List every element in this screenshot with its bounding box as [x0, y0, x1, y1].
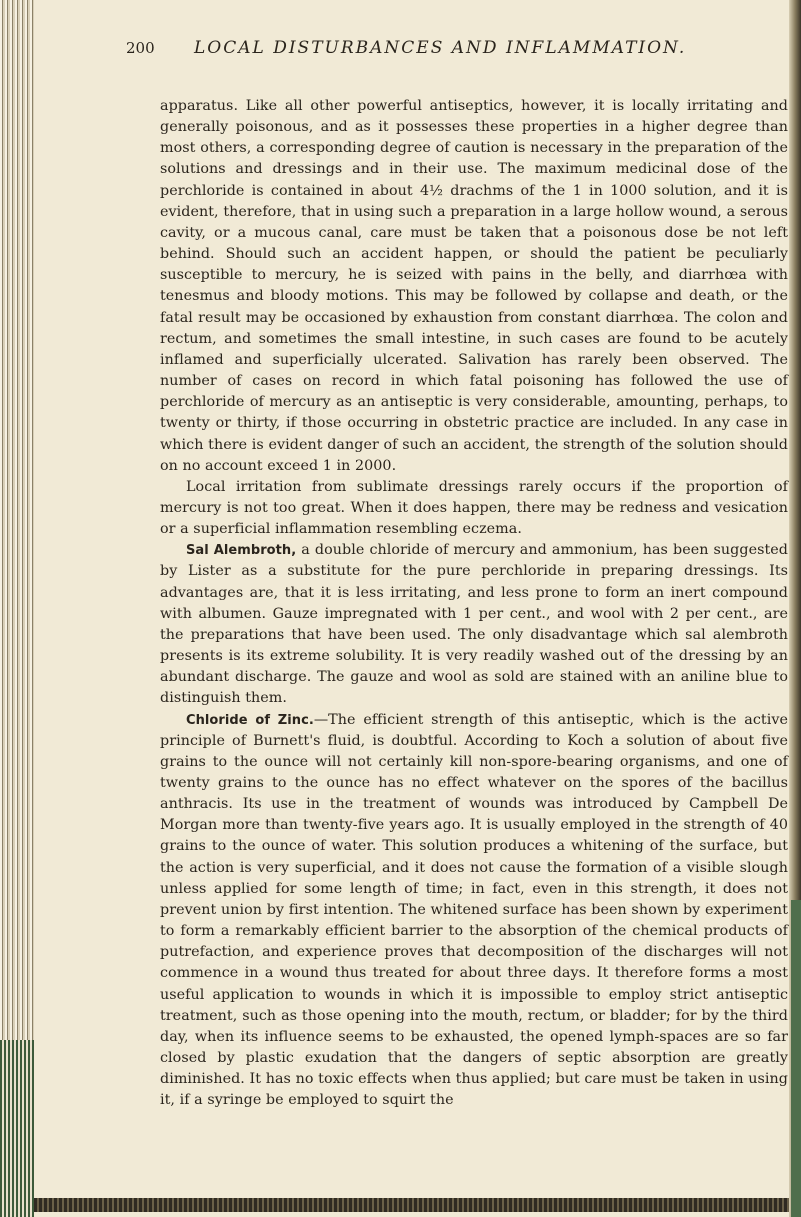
book-page [126, 38, 788, 1112]
paragraph-1 [160, 96, 788, 477]
paragraph-3 [160, 540, 788, 709]
page-header [126, 38, 788, 62]
paragraph-1-text: apparatus. Like all other powerful antiseptics, however, it is locally irritating and generally poisonous, and as it possesses these properties in a higher degree than most others, a corresponding degree of caution is necessary in the preparation of the solutions and dressings and in their use. The maximum medicinal dose of the perchloride is contained in about 4½ drachms of the 1 in 1000 solution, and it is evident, therefore, that in using such a preparation in a large hollow wound, a serous cavity, or a mucous canal, care must be taken that a poisonous dose be not left behind. Should such an accident happen, or should the patient be peculiarly susceptible to mercury, he is seized with pains in the belly, and diarrhœa with tenesmus and bloody motions. This may be followed by collapse and death, or the fatal result may be occasioned by exhaustion from constant diarrhœa. The colon and rectum, and sometimes the small intestine, in such cases are found to be acutely inflamed and superficially ulcerated. Salivation has rarely been observed. The number of cases on record in which fatal poisoning has followed the use of perchloride of mercury as an antiseptic is very considerable, amounting, perhaps, to twenty or thirty, if those occurring in obstetric practice are included. In any case in which there is evident danger of such an accident, the strength of the solution should on no account exceed 1 in 2000. [160, 98, 788, 474]
running-title: LOCAL DISTURBANCES AND INFLAMMATION. [194, 38, 687, 58]
body-text [160, 96, 788, 1112]
page-number: 200 [126, 39, 155, 57]
paragraph-3-text: a double chloride of mercury and ammonium, has been suggested by Lister as a substitute for the pure perchloride in preparing dressings. Its advantages are, that it is less irritating, and less prone to form an inert compound with albumen. Gauze impregnated with 1 per cent., and wool with 2 per cent., are the preparations that have been used. The only disadvantage which sal alembroth presents is its extreme solubility. It is very readily washed out of the dressing by an abundant discharge. The gauze and wool as sold are stained with an aniline blue to distinguish them. [160, 542, 788, 707]
book-gutter [0, 0, 34, 1217]
paragraph-4-heading: Chloride of Zinc. [186, 712, 314, 728]
paragraph-2 [160, 477, 788, 540]
paragraph-4 [160, 710, 788, 1112]
page-edge-stain [791, 900, 801, 1217]
paragraph-4-text: —The efficient strength of this antiseptic, which is the active principle of Burnett's fluid, is doubtful. According to Koch a solution of about five grains to the ounce will not certainly kill non-spore-bearing organisms, and one of twenty grains to the ounce has no effect whatever on the spores of the bacillus anthracis. Its use in the treatment of wounds was introduced by Campbell De Morgan more than twenty-five years ago. It is usually employed in the strength of 40 grains to the ounce of water. This solution produces a whitening of the surface, but the action is very superficial, and it does not cause the formation of a visible slough unless applied for some length of time; in fact, even in this strength, it does not prevent union by first intention. The whitened surface has been shown by experiment to form a remarkably efficient barrier to the absorption of the chemical products of putrefaction, and experience proves that decomposition of the discharges will not commence in a wound thus treated for about three days. It therefore forms a most useful application to wounds in which it is impossible to employ strict antiseptic treatment, such as those opening into the mouth, rectum, or bladder; for by the third day, when its influence seems to be exhausted, the opened lymph-spaces are so far closed by plastic exudation that the dangers of septic absorption are greatly diminished. It has no toxic effects when thus applied; but care must be taken in using it, if a syringe be employed to squirt the [160, 711, 788, 1109]
paragraph-2-text: Local irritation from sublimate dressings rarely occurs if the proportion of mercury is not too great. When it does happen, there may be redness and vesication or a superficial inflammation resembling eczema. [160, 478, 788, 538]
page-edge [789, 0, 801, 1217]
page-bottom-edge [34, 1198, 789, 1212]
paragraph-3-heading: Sal Alembroth, [186, 543, 297, 559]
gutter-binding-band [0, 1040, 34, 1217]
